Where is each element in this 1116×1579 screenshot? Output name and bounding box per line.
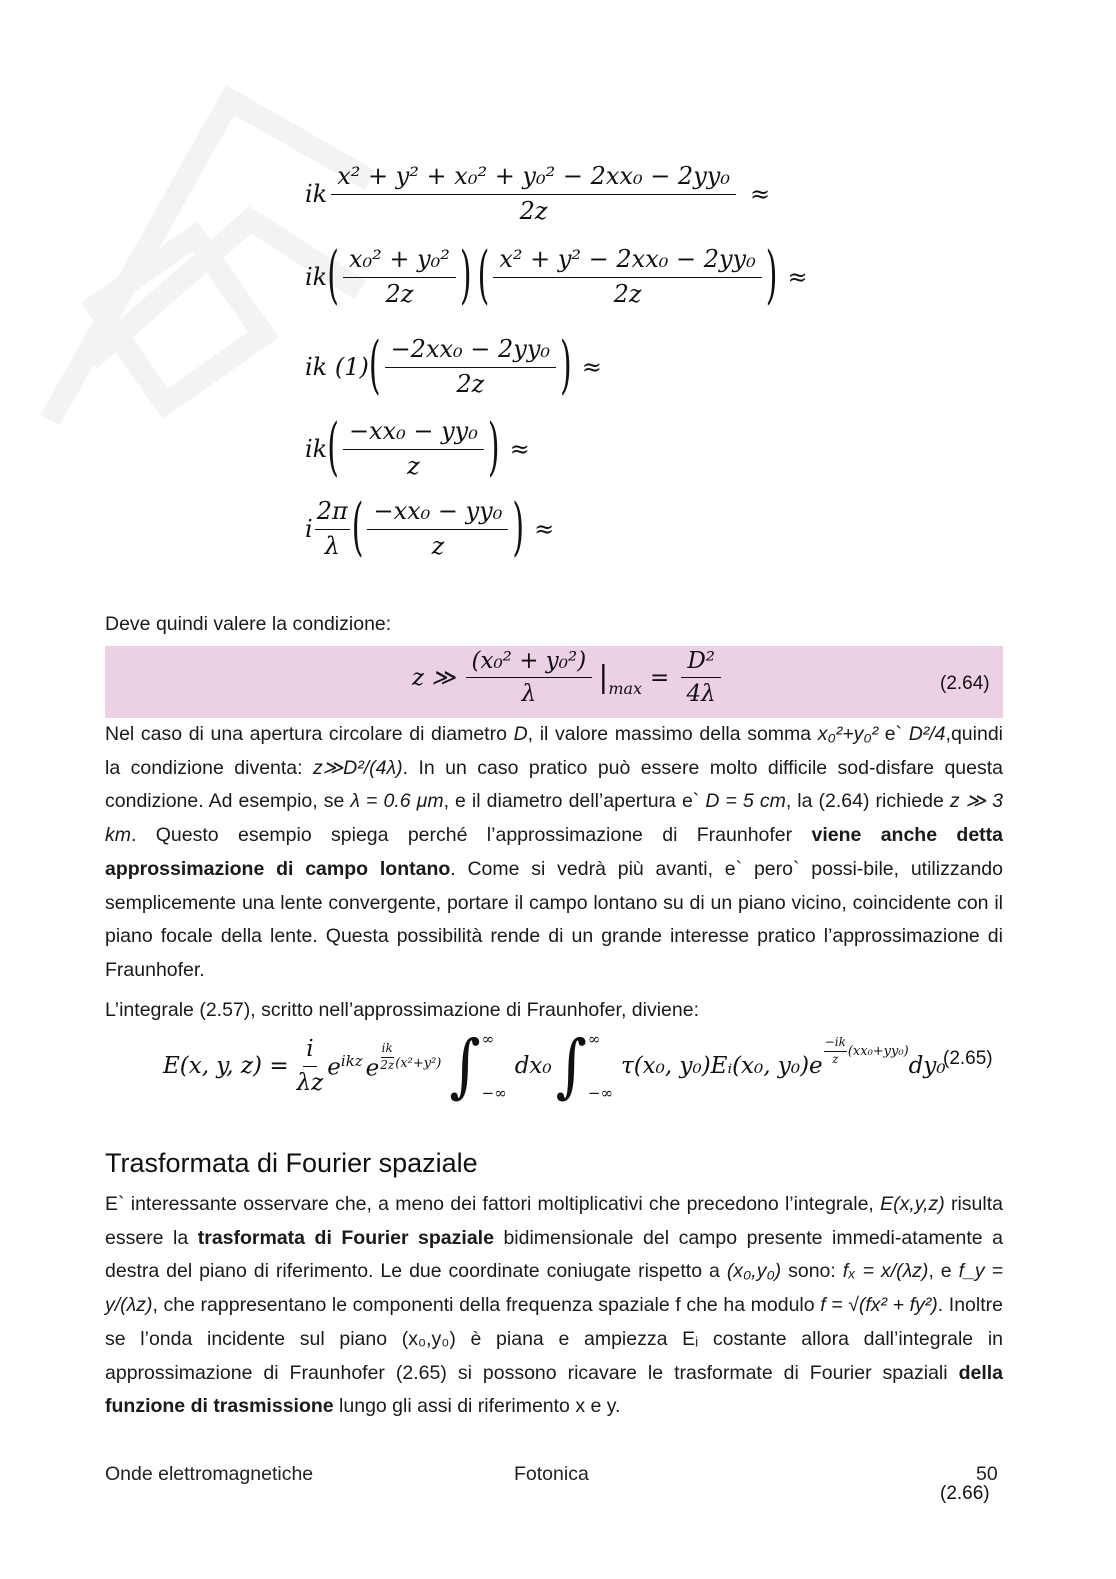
eq265-coef-numerator: i: [303, 1036, 316, 1066]
left-paren: (: [351, 491, 364, 565]
eq-prefix: ik: [305, 180, 328, 209]
eq264-rhs-denominator: 4λ: [686, 681, 716, 708]
eq265-dx0: dx₀: [514, 1053, 552, 1079]
right-paren: ): [560, 329, 572, 403]
eq-denominator: z: [431, 531, 445, 560]
left-paren: (: [368, 329, 381, 403]
integral-x0: [449, 1025, 507, 1107]
eq-numerator: −xx₀ − yy₀: [367, 498, 508, 530]
eq265-exp3: −ik z (xx₀+yy₀): [824, 1035, 909, 1066]
right-paren: ): [459, 239, 472, 313]
bold-far-field: viene anche detta approssimazione di campo lontano: [105, 824, 1004, 880]
eq-line-2: [305, 239, 808, 313]
integral-sign-icon: ∫: [555, 1025, 587, 1107]
footer-chapter: Onde elettromagnetiche: [105, 1463, 314, 1485]
integral-y0: [555, 1025, 613, 1107]
eq-numerator: x₀² + y₀²: [343, 246, 456, 278]
eq-coef-numerator: 2π: [315, 498, 350, 530]
eq-denominator: 2z: [613, 279, 642, 308]
eq-numerator: x² + y² − 2xx₀ − 2yy₀: [493, 246, 761, 278]
eq265-exp1: $e^{ikz}$: [327, 1051, 363, 1081]
eq-prefix: ik (1): [305, 353, 369, 382]
eq-denominator: 2z: [519, 196, 548, 225]
eq264-lhs: z ≫: [412, 664, 456, 691]
eq265-exp2: e $^{\frac{ik}{2z} (x^2+y^2)}$: [365, 1041, 442, 1082]
left-paren: (: [327, 411, 339, 485]
eq-coef-denominator: λ: [324, 531, 340, 560]
bold-transmission-function: della funzione di trasmissione: [105, 1361, 1003, 1418]
footer-course: Fotonica: [514, 1463, 589, 1485]
integral-upper-limit: ∞: [481, 1030, 495, 1048]
eq-denominator: 2z: [385, 279, 414, 308]
left-paren: (: [477, 239, 490, 313]
eq264-denominator: λ: [521, 681, 537, 708]
integral-lower-limit: −∞: [587, 1084, 613, 1102]
eq-prefix: ik: [305, 263, 328, 292]
eq264-bar: |: [598, 660, 609, 696]
integral-intro: L’integrale (2.57), scritto nell’approssimazione di Fraunhofer, diviene:: [105, 999, 699, 1021]
eq264-subscript: max: [608, 678, 643, 698]
eq-denominator: 2z: [456, 369, 485, 398]
equation-2-65: [163, 1025, 946, 1107]
section-heading: Trasformata di Fourier spaziale: [105, 1148, 478, 1178]
eq264-numerator: (x₀² + y₀²): [466, 648, 593, 678]
eq-denominator: z: [407, 451, 420, 480]
eq264-rhs-numerator: D²: [681, 648, 721, 678]
eq-numerator: −xx₀ − yy₀: [343, 418, 484, 450]
eq-line-1: [305, 163, 770, 225]
eq265-integrand: τ(x₀, y₀)Eᵢ(x₀, y₀)e: [620, 1053, 823, 1079]
paragraph-fourier: E` interessante osservare che, a meno dei fattori moltiplicativi che precedono l’integrale, E(x,y,z) risulta essere la trasformata di Fourier spaziale bidimensionale del campo presente immedi-atamente a destra del piano di riferimento. Le due coordinate coniugate rispetto a (x₀,y₀) sono: fₓ = x/(λz), e f_y = y/(λz), che rappresentano le componenti della frequenza spaziale f che ha modulo f = √(fx² + fy²). Inoltre se l’onda incidente sul piano (x₀,y₀) è piana e ampiezza Eᵢ costante allora dall’integrale in approssimazione di Fraunhofer (2.65) si possono ricavare le trasformate di Fourier spaziali della funzione di trasmissione lungo gli assi di riferimento x e y.: [105, 1193, 1004, 1418]
bold-fourier-transform: trasformata di Fourier spaziale: [197, 1226, 494, 1249]
eq265-dy0: dy₀: [908, 1053, 946, 1079]
condition-intro: Deve quindi valere la condizione:: [105, 613, 392, 635]
approx-symbol: ≈: [787, 263, 808, 292]
eq-numerator: x² + y² + x₀² + y₀² − 2xx₀ − 2yy₀: [331, 163, 736, 195]
eq-prefix: i: [305, 515, 313, 544]
approx-symbol: ≈: [534, 515, 555, 544]
approx-symbol: ≈: [749, 180, 771, 209]
approx-symbol: ≈: [581, 353, 602, 382]
right-paren: ): [765, 239, 778, 313]
eq-line-4: [305, 411, 530, 485]
paragraph-fraunhofer-condition: Nel caso di una apertura circolare di diametro D, il valore massimo della somma x₀²+y₀² e` D²/4,quindi la condizione diventa: z≫D²/(4λ). In un caso pratico può essere molto difficile sod-disfare questa condizione. Ad esempio, se λ = 0.6 μm, e il diametro dell’apertura e` D = 5 cm, la (2.64) richiede z ≫ 3 km. Questo esempio spiega perché l’approssimazione di Fraunhofer viene anche detta approssimazione di campo lontano. Come si vedrà più avanti, e` pero` possi-bile, utilizzando semplicemente una lente convergente, portare il campo lontano su di un piano vicino, coincidente con il piano focale della lente. Questa possibilità rende di un grande interesse pratico l’approssimazione di Fraunhofer.: [105, 723, 1004, 981]
eq264-equals: =: [650, 664, 670, 691]
integral-lower-limit: −∞: [481, 1084, 507, 1102]
right-paren: ): [512, 491, 525, 565]
approx-symbol: ≈: [509, 435, 530, 464]
eq-numerator: −2xx₀ − 2yy₀: [385, 336, 556, 368]
equation-number-2-64: (2.64): [940, 673, 990, 694]
eq-prefix: ik: [305, 435, 328, 464]
integral-upper-limit: ∞: [587, 1030, 601, 1048]
left-paren: (: [327, 239, 339, 313]
equation-2-64: [412, 648, 725, 708]
eq265-coef-denominator: λz: [296, 1069, 324, 1096]
eq-line-5: [305, 491, 555, 565]
right-paren: ): [487, 411, 500, 485]
integral-sign-icon: ∫: [449, 1025, 481, 1107]
eq265-lhs: E(x, y, z) =: [163, 1053, 289, 1079]
equation-number-2-66: (2.66): [940, 1483, 990, 1504]
page-number: 50: [976, 1463, 998, 1485]
eq-line-3: [305, 329, 602, 403]
equation-number-2-65: (2.65): [943, 1048, 993, 1069]
